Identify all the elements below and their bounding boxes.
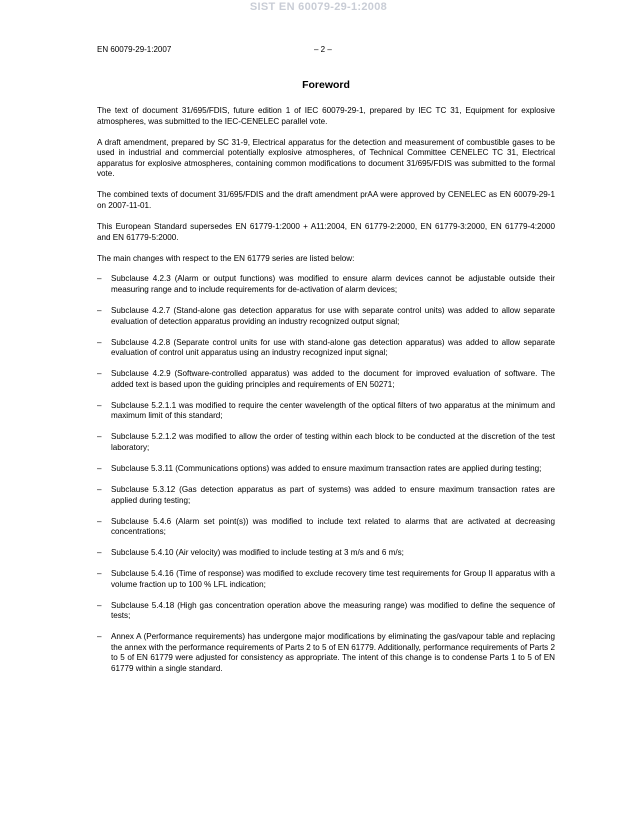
watermark: SIST EN 60079-29-1:2008 (249, 1, 388, 13)
list-item-text: Subclause 5.4.18 (High gas concentration operation above the measuring range) was modified to define the sequence of tests; (111, 600, 555, 621)
list-item-text: Annex A (Performance requirements) has undergone major modifications by eliminating the gas/vapour table and replacing the annex with the performance requirements of Parts 2 to 5 of EN 61779. Additionally, performance requirements of Parts 2 to 5 of EN 61779 were adjusted for consistency as appropriate. The intent of this change is to condense Parts 1 to 5 of EN 61779 within a single standard. (111, 632, 555, 674)
list-dash: – (97, 600, 102, 610)
list-item-text: Subclause 5.2.1.2 was modified to allow the order of testing within each block to be conducted at the discretion of the test laboratory; (111, 432, 555, 452)
paragraph: The main changes with respect to the EN 61779 series are listed below: (97, 253, 355, 263)
list-dash: – (97, 569, 102, 579)
list-item-text: Subclause 4.2.8 (Separate control units for use with stand-alone gas detection apparatus) was added to allow separate evaluation of control unit apparatus using an industry recognized input signal; (111, 337, 555, 358)
paragraph: The combined texts of document 31/695/FDIS and the draft amendment prAA were approved by CENELEC as EN 60079-29-1 on 2007-11-01. (97, 190, 555, 210)
list-item-text: Subclause 5.3.11 (Communications options) was added to ensure maximum transaction rates are applied during testing; (111, 463, 542, 473)
list-dash: – (97, 337, 102, 347)
page-number: – 2 – (314, 45, 332, 54)
list-item (97, 569, 555, 590)
document-body (97, 106, 555, 685)
document-id: EN 60079-29-1:2007 (97, 45, 172, 54)
list-dash: – (97, 274, 102, 284)
list-item (97, 274, 555, 295)
page-title: Foreword (302, 79, 350, 91)
list-dash: – (97, 400, 102, 410)
list-dash: – (97, 432, 102, 442)
list-dash: – (97, 548, 102, 558)
paragraph: This European Standard supersedes EN 61779-1:2000 + A11:2004, EN 61779-2:2000, EN 61779-3:2000, EN 61779-4:2000 and EN 61779-5:2000. (97, 221, 555, 242)
list-item-text: Subclause 5.3.12 (Gas detection apparatus as part of systems) was added to ensure maximum transaction rates are applied during testing; (111, 484, 555, 505)
list-dash: – (97, 484, 102, 494)
list-item (97, 432, 555, 453)
page-header (97, 45, 555, 57)
list-dash: – (97, 369, 102, 379)
list-item (97, 464, 555, 475)
list-item (97, 306, 555, 327)
list-item-text: Subclause 4.2.7 (Stand-alone gas detection apparatus for use with separate control units) was added to allow separate evaluation of detection apparatus providing an industry recognized output signal; (111, 306, 555, 326)
list-item-text: Subclause 4.2.3 (Alarm or output functions) was modified to ensure alarm devices cannot be adjustable outside their measuring range and to include requirements for de-activation of alarm devices; (111, 274, 555, 295)
list-item (97, 517, 555, 538)
list-item (97, 338, 555, 359)
list-item (97, 485, 555, 506)
changes-list (97, 274, 555, 674)
paragraph: A draft amendment, prepared by SC 31-9, Electrical apparatus for the detection and measurement of combustible gases to be used in industrial and commercial potentially explosive atmospheres, of Technical Committee CENELEC TC 31, Electrical apparatus for explosive atmospheres, containing common modifications to document 31/695/FDIS was submitted to the formal vote. (97, 137, 555, 179)
list-dash: – (97, 516, 102, 526)
list-dash: – (97, 463, 102, 473)
list-item (97, 401, 555, 422)
list-item-text: Subclause 4.2.9 (Software-controlled apparatus) was added to the document for improved evaluation of software. The added text is based upon the guiding principles and requirements of EN 50271; (111, 369, 555, 389)
list-item-text: Subclause 5.4.6 (Alarm set point(s)) was modified to include text related to alarms that are activated at decreasing concentrations; (111, 516, 555, 537)
list-item-text: Subclause 5.4.16 (Time of response) was modified to exclude recovery time test requirements for Group II apparatus with a volume fraction up to 100 % LFL indication; (111, 569, 555, 589)
paragraph: The text of document 31/695/FDIS, future edition 1 of IEC 60079-29-1, prepared by IEC TC 31, Equipment for explosive atmospheres, was submitted to the IEC-CENELEC parallel vote. (97, 106, 555, 126)
list-item (97, 632, 555, 674)
list-item (97, 601, 555, 622)
list-item-text: Subclause 5.4.10 (Air velocity) was modified to include testing at 3 m/s and 6 m/s; (111, 548, 404, 558)
list-item (97, 548, 555, 559)
list-item-text: Subclause 5.2.1.1 was modified to require the center wavelength of the optical filters of two apparatus at the minimum and maximum limit of this standard; (111, 400, 555, 421)
list-dash: – (97, 306, 102, 316)
list-dash: – (97, 632, 102, 642)
list-item (97, 369, 555, 390)
